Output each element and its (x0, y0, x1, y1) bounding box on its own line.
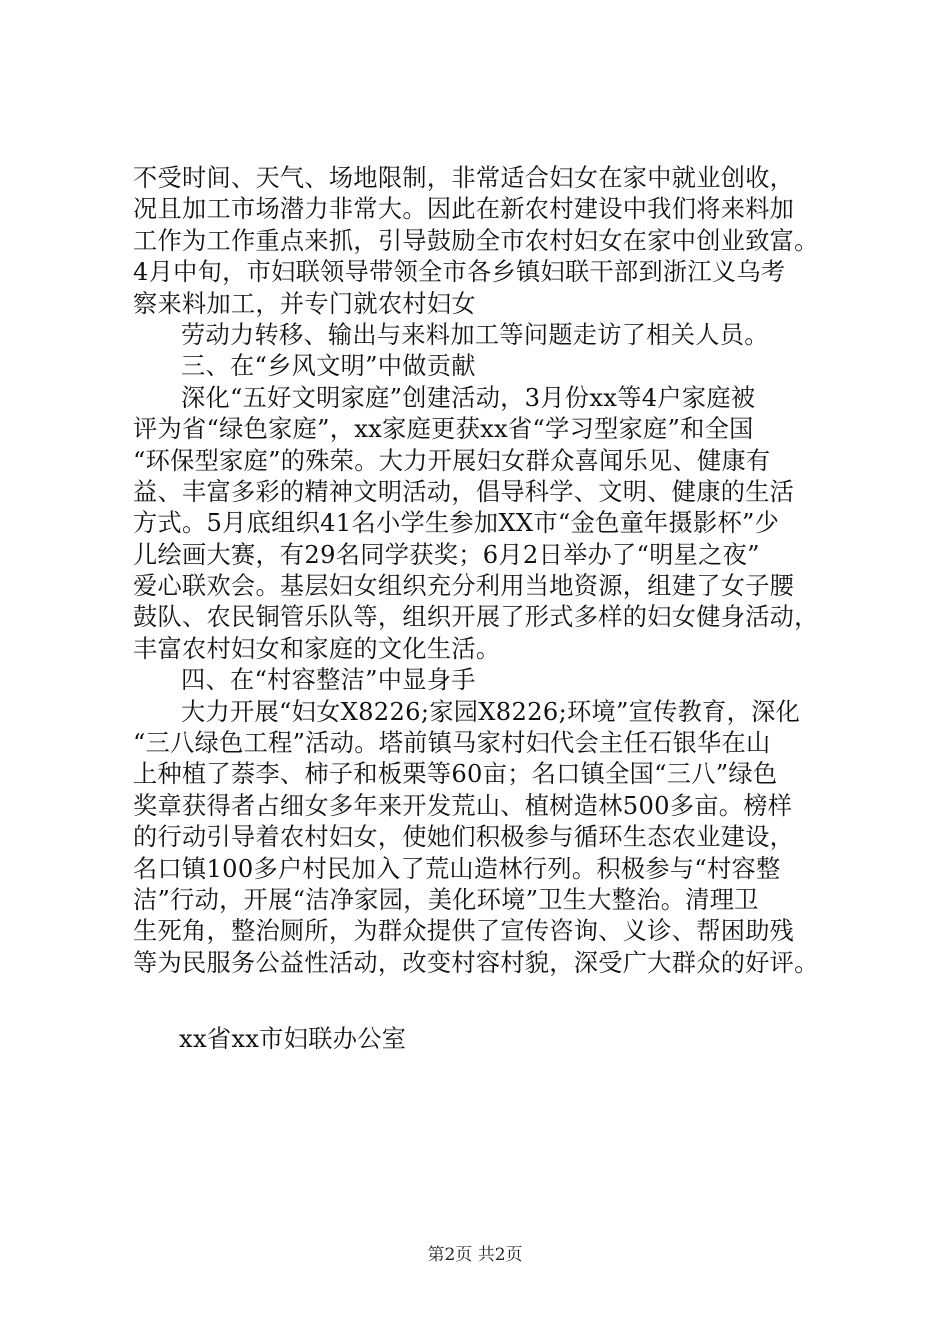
text-line: 等为民服务公益性活动，改变村容村貌，深受广大群众的好评。 (133, 948, 819, 977)
text-line: 生死角，整治厕所，为群众提供了宣传咨询、义诊、帮困助残 (133, 917, 795, 946)
text-line: 深化“五好文明家庭”创建活动，3月份xx等4户家庭被 (181, 383, 756, 412)
text-line: 爱心联欢会。基层妇女组织充分利用当地资源，组建了女子腰 (133, 572, 795, 601)
text-line: 洁”行动，开展“洁净家园，美化环境”卫生大整治。清理卫 (133, 885, 759, 914)
text-line: 大力开展“妇女X8226;家园X8226;环境”宣传教育，深化 (181, 697, 801, 726)
text-line: 名口镇100多户村民加入了荒山造林行列。积极参与“村容整 (133, 854, 781, 883)
text-line: “三八绿色工程”活动。塔前镇马家村妇代会主任石银华在山 (133, 729, 771, 758)
text-line: “环保型家庭”的殊荣。大力开展妇女群众喜闻乐见、健康有 (133, 446, 771, 475)
text-line: 4月中旬，市妇联领导带领全市各乡镇妇联干部到浙江义乌考 (133, 258, 786, 287)
text-line: 不受时间、天气、场地限制，非常适合妇女在家中就业创收， (133, 164, 795, 192)
text-line: 况且加工市场潜力非常大。因此在新农村建设中我们将来料加 (133, 195, 795, 224)
text-line: 劳动力转移、输出与来料加工等问题走访了相关人员。 (181, 320, 769, 349)
page-footer: 第2页 共2页 (427, 1245, 523, 1265)
text-line: 儿绘画大赛，有29名同学获奖；6月2日举办了“明星之夜” (133, 540, 760, 569)
text-line: 评为省“绿色家庭”，xx家庭更获xx省“学习型家庭”和全国 (133, 415, 754, 444)
document-body (133, 163, 833, 979)
text-line: 方式。5月底组织41名小学生参加XX市“金色童年摄影杯”少 (133, 509, 780, 538)
text-line: 察来料加工，并专门就农村妇女 (133, 289, 476, 318)
text-line: 的行动引导着农村妇女，使她们积极参与循环生态农业建设， (133, 823, 795, 852)
text-line: 四、在“村容整洁”中显身手 (181, 666, 476, 695)
text-line: 丰富农村妇女和家庭的文化生活。 (133, 634, 501, 663)
text-line: 奖章获得者占细女多年来开发荒山、植树造林500多亩。榜样 (133, 791, 793, 820)
text-line: 鼓队、农民铜管乐队等，组织开展了形式多样的妇女健身活动， (133, 603, 819, 632)
signature: xx省xx市妇联办公室 (179, 1025, 407, 1053)
text-line: 工作为工作重点来抓，引导鼓励全市农村妇女在家中创业致富。 (133, 226, 819, 255)
text-line: 上种植了萘李、柿子和板栗等60亩；名口镇全国“三八”绿色 (133, 760, 778, 789)
text-line: 三、在“乡风文明”中做贡献 (181, 352, 476, 381)
text-line: 益、丰富多彩的精神文明活动，倡导科学、文明、健康的生活 (133, 477, 795, 506)
